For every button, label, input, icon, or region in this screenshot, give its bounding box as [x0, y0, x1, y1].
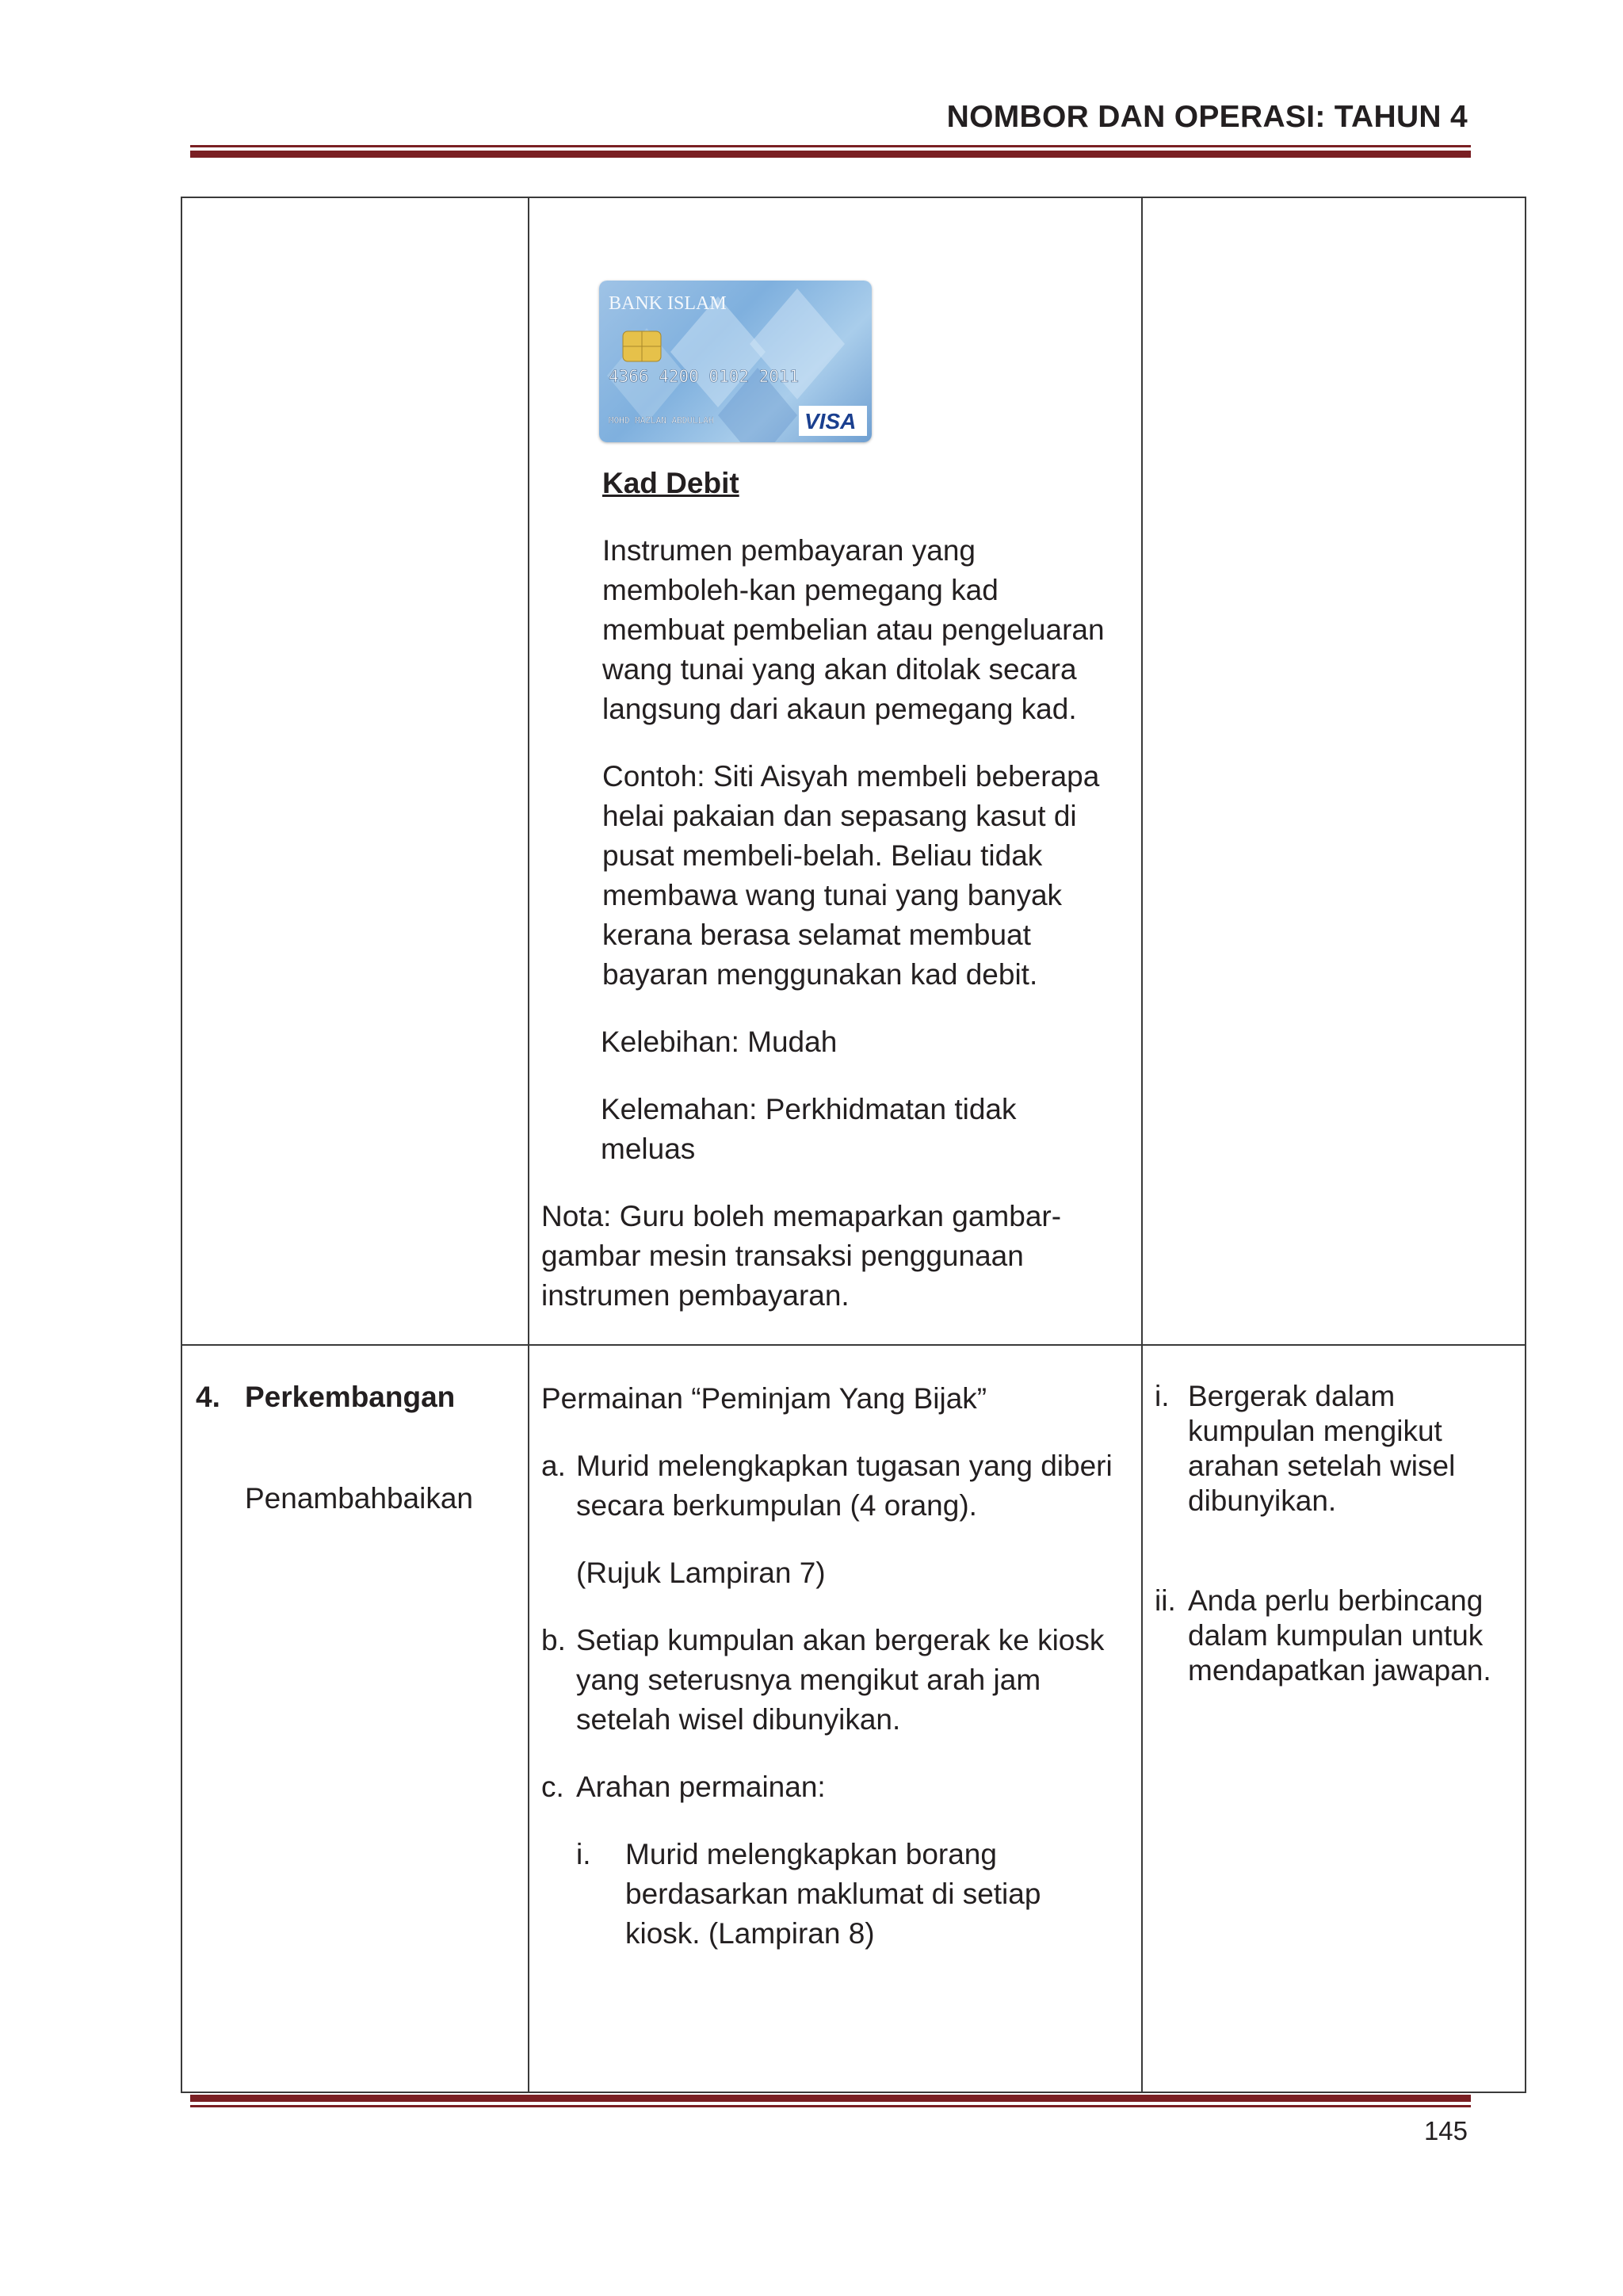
text-line: mendapatkan jawapan.	[1188, 1654, 1491, 1687]
row-divider	[182, 1344, 1525, 1346]
text-line: Setiap kumpulan akan bergerak ke kiosk	[576, 1624, 1105, 1656]
item-label: ii.	[1155, 1584, 1176, 1617]
header-rule	[190, 145, 1471, 158]
text-line: langsung dari akaun pemegang kad.	[602, 693, 1077, 725]
page-number: 145	[1423, 2116, 1468, 2145]
text-line: Bergerak dalam	[1188, 1380, 1396, 1412]
teacher-note	[541, 1197, 1061, 1316]
text-line: Nota: Guru boleh memaparkan gambar-	[541, 1200, 1062, 1232]
text-line: yang seterusnya mengikut arah jam	[576, 1664, 1041, 1696]
debit-card-image	[599, 281, 872, 442]
text-line: Murid melengkapkan borang	[625, 1838, 997, 1870]
debit-card-heading: Kad Debit	[602, 467, 739, 499]
item-label: b.	[541, 1624, 566, 1656]
card-bank-name: BANK ISLAM	[609, 293, 727, 314]
page-header-title: NOMBOR DAN OPERASI: TAHUN 4	[946, 100, 1468, 134]
debit-card-example	[602, 757, 1099, 995]
game-title: Permainan “Peminjam Yang Bijak”	[541, 1382, 987, 1415]
text-line: bayaran menggunakan kad debit.	[602, 958, 1038, 991]
text-line: Kelemahan: Perkhidmatan tidak	[601, 1093, 1017, 1125]
item-label: i.	[576, 1838, 591, 1870]
text-line: kiosk. (Lampiran 8)	[625, 1917, 875, 1950]
item-label: a.	[541, 1450, 566, 1482]
text-line: kerana berasa selamat membuat	[602, 919, 1031, 951]
text-line: Arahan permainan:	[576, 1771, 826, 1803]
text-line: Instrumen pembayaran yang	[602, 534, 976, 567]
appendix-ref: (Rujuk Lampiran 7)	[576, 1557, 826, 1589]
text-line: gambar mesin transaksi penggunaan	[541, 1240, 1024, 1272]
text-line: wang tunai yang akan ditolak secara	[602, 653, 1077, 686]
debit-card-description	[602, 531, 1105, 729]
step-number: 4.	[196, 1381, 220, 1413]
column-divider	[528, 198, 529, 2092]
step-title: Perkembangan	[245, 1381, 456, 1413]
text-line: Murid melengkapkan tugasan yang diberi	[576, 1450, 1113, 1482]
text-line: kumpulan mengikut	[1188, 1415, 1442, 1447]
text-line: dibunyikan.	[1188, 1484, 1337, 1517]
debit-card-disadvantage	[601, 1090, 1016, 1169]
text-line: Contoh: Siti Aisyah membeli beberapa	[602, 760, 1100, 793]
text-line: helai pakaian dan sepasang kasut di	[602, 800, 1077, 832]
card-holder: MOHD MAZLAN ABDULLAH	[609, 415, 714, 426]
debit-card-graphic	[599, 281, 872, 442]
text-line: memboleh-kan pemegang kad	[602, 574, 999, 606]
text-line: membuat pembelian atau pengeluaran	[602, 613, 1105, 646]
visa-logo: VISA	[804, 409, 857, 434]
text-line: dalam kumpulan untuk	[1188, 1619, 1484, 1652]
text-line: setelah wisel dibunyikan.	[576, 1703, 901, 1736]
text-line: arahan setelah wisel	[1188, 1450, 1456, 1482]
text-line: meluas	[601, 1133, 696, 1165]
text-line: pusat membeli-belah. Beliau tidak	[602, 839, 1043, 872]
footer-rule	[190, 2095, 1471, 2107]
card-number: 4366 4200 0102 2011	[609, 367, 800, 386]
item-label: c.	[541, 1771, 564, 1803]
text-line: secara berkumpulan (4 orang).	[576, 1489, 977, 1522]
text-line: membawa wang tunai yang banyak	[602, 879, 1063, 911]
text-line: berdasarkan maklumat di setiap	[625, 1878, 1041, 1910]
debit-card-advantage: Kelebihan: Mudah	[601, 1026, 838, 1058]
text-line: instrumen pembayaran.	[541, 1279, 850, 1312]
text-line: Anda perlu berbincang	[1188, 1584, 1484, 1617]
item-label: i.	[1155, 1380, 1170, 1412]
column-divider	[1141, 198, 1143, 2092]
step-subtitle: Penambahbaikan	[245, 1482, 473, 1515]
